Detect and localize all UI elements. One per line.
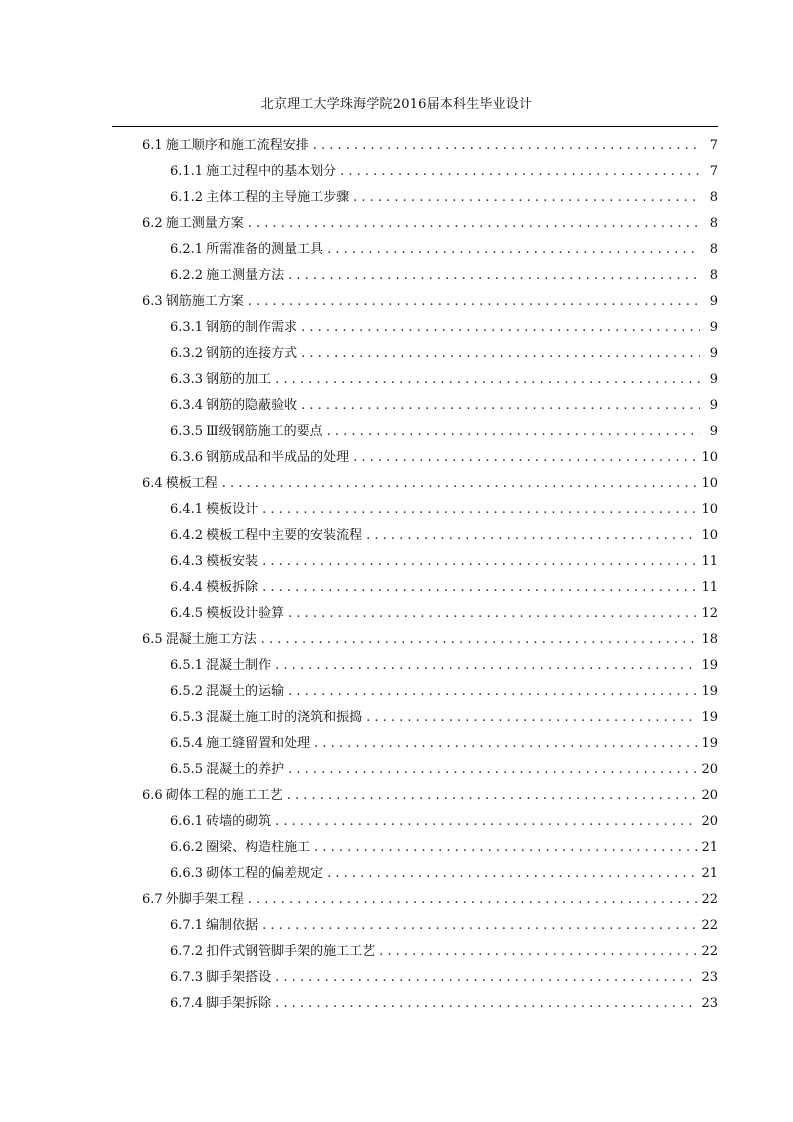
toc-entry-number: 6.3.3 [170, 372, 204, 387]
toc-entry-number: 6.4.1 [170, 502, 204, 517]
toc-entry-number: 6.7 [142, 892, 163, 907]
toc-subsection-entry[interactable] [0, 393, 793, 419]
toc-subsection-entry[interactable] [0, 237, 793, 263]
toc-subsection-entry[interactable] [0, 809, 793, 835]
toc-entry-number: 6.6.1 [170, 814, 204, 829]
toc-entry-number: 6.3.2 [170, 346, 204, 361]
toc-dot-leader [275, 656, 697, 676]
toc-dot-leader [288, 682, 697, 702]
toc-subsection-entry[interactable] [0, 159, 793, 185]
toc-dot-leader [366, 526, 697, 546]
page-header: 北京理工大学珠海学院2016届本科生毕业设计 [260, 97, 533, 112]
toc-dot-leader [261, 630, 698, 650]
toc-entry-title: 施工过程中的基本划分 [206, 164, 337, 179]
toc-entry-number: 6.3.1 [170, 320, 204, 335]
toc-entry-title: 砌体工程的偏差规定 [206, 866, 324, 881]
toc-dot-leader [222, 474, 698, 494]
toc-subsection-entry[interactable] [0, 861, 793, 887]
toc-page-number: 19 [701, 684, 718, 699]
toc-entry-number: 6.6 [142, 788, 163, 803]
toc-page-number: 23 [701, 970, 718, 985]
toc-dot-leader [275, 812, 697, 832]
toc-dot-leader [340, 162, 700, 182]
toc-subsection-entry[interactable] [0, 549, 793, 575]
toc-subsection-entry[interactable] [0, 939, 793, 965]
toc-entry-title: 编制依据 [206, 918, 259, 933]
toc-dot-leader [275, 968, 697, 988]
toc-subsection-entry[interactable] [0, 315, 793, 341]
toc-page-number: 9 [709, 398, 718, 413]
toc-dot-leader [288, 604, 697, 624]
toc-entry-title: 钢筋施工方案 [165, 294, 244, 309]
toc-entry-number: 6.5.3 [170, 710, 204, 725]
toc-dot-leader [314, 838, 697, 858]
toc-entry-number: 6.4.2 [170, 528, 204, 543]
toc-page-number: 7 [709, 138, 718, 153]
toc-dot-leader [275, 994, 697, 1014]
toc-page-number: 22 [701, 918, 718, 933]
toc-entry-number: 6.3.4 [170, 398, 204, 413]
toc-entry-title: 外脚手架工程 [165, 892, 244, 907]
toc-subsection-entry[interactable] [0, 263, 793, 289]
toc-subsection-entry[interactable] [0, 653, 793, 679]
toc-page-number: 21 [701, 840, 718, 855]
toc-dot-leader [366, 708, 697, 728]
toc-entry-title: 模板设计验算 [206, 606, 285, 621]
toc-subsection-entry[interactable] [0, 679, 793, 705]
toc-entry-title: 圈梁、构造柱施工 [206, 840, 311, 855]
toc-dot-leader [301, 344, 700, 364]
toc-subsection-entry[interactable] [0, 913, 793, 939]
toc-entry-number: 6.4 [142, 476, 163, 491]
toc-entry-number: 6.1.2 [170, 190, 204, 205]
toc-page-number: 10 [701, 476, 718, 491]
toc-entry-number: 6.3 [142, 294, 163, 309]
toc-dot-leader [301, 318, 700, 338]
toc-entry-number: 6.4.4 [170, 580, 204, 595]
toc-subsection-entry[interactable] [0, 601, 793, 627]
toc-section-entry[interactable] [0, 627, 793, 653]
toc-entry-number: 6.1 [142, 138, 163, 153]
toc-entry-title: 混凝土施工方法 [165, 632, 257, 647]
toc-entry-number: 6.5.5 [170, 762, 204, 777]
toc-entry-title: 钢筋的隐蔽验收 [206, 398, 298, 413]
toc-entry-title: Ⅲ级钢筋施工的要点 [206, 424, 323, 439]
toc-subsection-entry[interactable] [0, 705, 793, 731]
toc-entry-title: 砌体工程的施工工艺 [165, 788, 283, 803]
toc-page-number: 9 [709, 372, 718, 387]
toc-page-number: 22 [701, 944, 718, 959]
toc-section-entry[interactable] [0, 133, 793, 159]
toc-section-entry[interactable] [0, 887, 793, 913]
toc-section-entry[interactable] [0, 471, 793, 497]
toc-page-number: 10 [701, 450, 718, 465]
toc-subsection-entry[interactable] [0, 341, 793, 367]
toc-entry-title: 模板设计 [206, 502, 259, 517]
toc-entry-number: 6.5.2 [170, 684, 204, 699]
toc-entry-number: 6.5 [142, 632, 163, 647]
toc-entry-number: 6.7.3 [170, 970, 204, 985]
table-of-contents [0, 133, 793, 1017]
toc-page-number: 8 [709, 216, 718, 231]
toc-dot-leader [353, 448, 697, 468]
toc-page-number: 22 [701, 892, 718, 907]
toc-entry-title: 模板安装 [206, 554, 259, 569]
toc-page-number: 19 [701, 710, 718, 725]
toc-entry-title: 钢筋的制作需求 [206, 320, 298, 335]
toc-page-number: 21 [701, 866, 718, 881]
toc-page-number: 9 [709, 424, 718, 439]
toc-page-number: 18 [701, 632, 718, 647]
toc-page-number: 10 [701, 502, 718, 517]
toc-dot-leader [313, 136, 700, 156]
toc-entry-title: 所需准备的测量工具 [206, 242, 324, 257]
toc-page-number: 11 [701, 580, 718, 595]
toc-page-number: 9 [709, 320, 718, 335]
toc-dot-leader [379, 942, 697, 962]
toc-subsection-entry[interactable] [0, 835, 793, 861]
toc-page-number: 10 [701, 528, 718, 543]
toc-page-number: 20 [701, 814, 718, 829]
toc-entry-title: 钢筋的连接方式 [206, 346, 298, 361]
toc-entry-title: 混凝土制作 [206, 658, 272, 673]
toc-page-number: 20 [701, 788, 718, 803]
toc-page-number: 7 [709, 164, 718, 179]
toc-entry-title: 施工缝留置和处理 [206, 736, 311, 751]
toc-entry-number: 6.1.1 [170, 164, 204, 179]
toc-entry-number: 6.4.3 [170, 554, 204, 569]
toc-page-number: 19 [701, 736, 718, 751]
toc-subsection-entry[interactable] [0, 575, 793, 601]
toc-page-number: 9 [709, 346, 718, 361]
toc-entry-number: 6.7.2 [170, 944, 204, 959]
toc-entry-number: 6.5.4 [170, 736, 204, 751]
toc-page-number: 8 [709, 268, 718, 283]
toc-entry-number: 6.2.2 [170, 268, 204, 283]
toc-dot-leader [288, 760, 697, 780]
toc-entry-number: 6.6.2 [170, 840, 204, 855]
toc-dot-leader [314, 734, 697, 754]
toc-entry-title: 模板拆除 [206, 580, 259, 595]
toc-subsection-entry[interactable] [0, 991, 793, 1017]
toc-entry-number: 6.7.4 [170, 996, 204, 1011]
toc-page-number: 8 [709, 242, 718, 257]
toc-dot-leader [301, 396, 700, 416]
toc-section-entry[interactable] [0, 289, 793, 315]
toc-entry-number: 6.5.1 [170, 658, 204, 673]
toc-subsection-entry[interactable] [0, 497, 793, 523]
toc-subsection-entry[interactable] [0, 445, 793, 471]
toc-page-number: 9 [709, 294, 718, 309]
toc-entry-number: 6.7.1 [170, 918, 204, 933]
toc-dot-leader [275, 370, 700, 390]
toc-dot-leader [262, 500, 697, 520]
toc-subsection-entry[interactable] [0, 185, 793, 211]
toc-entry-title: 钢筋成品和半成品的处理 [206, 450, 350, 465]
toc-page-number: 8 [709, 190, 718, 205]
toc-dot-leader [262, 916, 697, 936]
toc-entry-title: 施工顺序和施工流程安排 [165, 138, 309, 153]
toc-entry-title: 脚手架搭设 [206, 970, 272, 985]
toc-dot-leader [353, 188, 700, 208]
toc-dot-leader [327, 422, 700, 442]
toc-dot-leader [248, 214, 700, 234]
toc-entry-number: 6.3.5 [170, 424, 204, 439]
toc-dot-leader [248, 890, 698, 910]
toc-dot-leader [287, 786, 698, 806]
toc-dot-leader [248, 292, 700, 312]
toc-section-entry[interactable] [0, 211, 793, 237]
toc-section-entry[interactable] [0, 783, 793, 809]
toc-dot-leader [288, 266, 700, 286]
toc-entry-title: 施工测量方案 [165, 216, 244, 231]
toc-page-number: 23 [701, 996, 718, 1011]
toc-entry-title: 砖墙的砌筑 [206, 814, 272, 829]
toc-dot-leader [327, 240, 700, 260]
toc-subsection-entry[interactable] [0, 965, 793, 991]
toc-entry-title: 模板工程中主要的安装流程 [206, 528, 363, 543]
toc-entry-number: 6.6.3 [170, 866, 204, 881]
toc-entry-title: 混凝土的运输 [206, 684, 285, 699]
toc-entry-number: 6.4.5 [170, 606, 204, 621]
toc-entry-title: 模板工程 [165, 476, 218, 491]
toc-subsection-entry[interactable] [0, 419, 793, 445]
toc-entry-title: 施工测量方法 [206, 268, 285, 283]
toc-entry-title: 主体工程的主导施工步骤 [206, 190, 350, 205]
toc-subsection-entry[interactable] [0, 731, 793, 757]
toc-page-number: 12 [701, 606, 718, 621]
toc-entry-title: 混凝土的养护 [206, 762, 285, 777]
toc-entry-number: 6.3.6 [170, 450, 204, 465]
toc-subsection-entry[interactable] [0, 523, 793, 549]
toc-entry-number: 6.2 [142, 216, 163, 231]
toc-entry-title: 混凝土施工时的浇筑和振捣 [206, 710, 363, 725]
toc-entry-title: 扣件式钢管脚手架的施工工艺 [206, 944, 376, 959]
toc-dot-leader [327, 864, 697, 884]
toc-dot-leader [262, 578, 697, 598]
toc-entry-title: 脚手架拆除 [206, 996, 272, 1011]
toc-entry-number: 6.2.1 [170, 242, 204, 257]
toc-subsection-entry[interactable] [0, 367, 793, 393]
toc-page-number: 20 [701, 762, 718, 777]
toc-entry-title: 钢筋的加工 [206, 372, 272, 387]
toc-dot-leader [262, 552, 697, 572]
toc-page-number: 11 [701, 554, 718, 569]
header-divider [112, 126, 718, 127]
toc-page-number: 19 [701, 658, 718, 673]
toc-subsection-entry[interactable] [0, 757, 793, 783]
